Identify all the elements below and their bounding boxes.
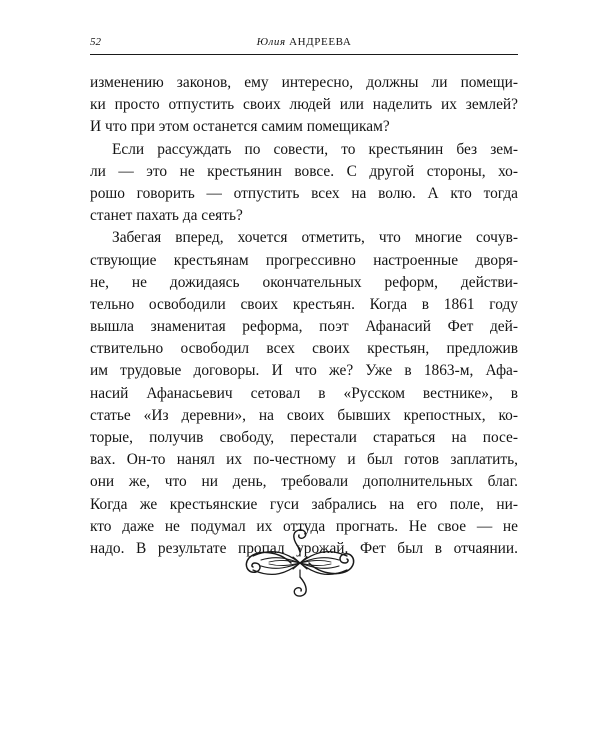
text-line: вах. Он-то нанял их по-честному и был готов заплатить, [90,451,518,469]
running-head [90,34,518,55]
text-line: они же, что ни день, требовали дополнительных благ. [90,473,518,491]
flourish-ornament-icon [239,527,361,599]
text-line: насий Афанасьевич сетовал в «Русском вестнике», в [90,384,518,402]
text-line: Если рассуждать по совести, то крестьянин без зем- [112,140,518,158]
text-line: торые, получив свободу, перестали стараться на посе- [90,429,518,446]
text-line: кто даже не подумал их оттуда прогнать. Не свое — не [90,517,518,535]
text-line: не, не дожидаясь окончательных реформ, действи- [90,273,518,291]
text-line: ли — это не крестьянин вовсе. С другой стороны, хо- [90,162,518,180]
text-line: Забегая вперед, хочется отметить, что многие сочув- [112,229,518,247]
text-line: статье «Из деревни», на своих бывших крепостных, ко- [90,406,518,424]
text-line: им трудовые договоры. И что же? Уже в 1863-м, Афа- [90,362,518,380]
text-line: ствительно освободил всех своих крестьян, предложив [90,340,518,358]
text-line: ствующие крестьянам прогрессивно настроенные дворя- [90,251,518,269]
text-line: изменению законов, ему интересно, должны ли помещи- [90,74,518,91]
author-last-name: АНДРЕЕВА [289,36,352,48]
text-line: тельно освободили своих крестьян. Когда в 1861 году [90,295,518,313]
text-line: Когда же крестьянские гуси забрались на его поле, ни- [90,495,518,513]
text-line: ки просто отпустить своих людей или наделить их землей? [90,96,518,114]
text-line: станет пахать да сеять? [90,207,243,225]
text-line: вышла знаменитая реформа, поэт Афанасий Фет дей- [90,318,518,336]
text-line: надо. В результате пропал урожай. Фет был в отчаянии. [90,539,518,557]
text-line: рошо говорить — отпустить всех на волю. А кто тогда [90,184,518,202]
author-first-name: Юлия [256,36,286,48]
body-text [90,72,518,560]
author-name [90,36,518,48]
text-line: И что при этом останется самим помещикам? [90,118,390,136]
page-number: 52 [90,36,101,48]
